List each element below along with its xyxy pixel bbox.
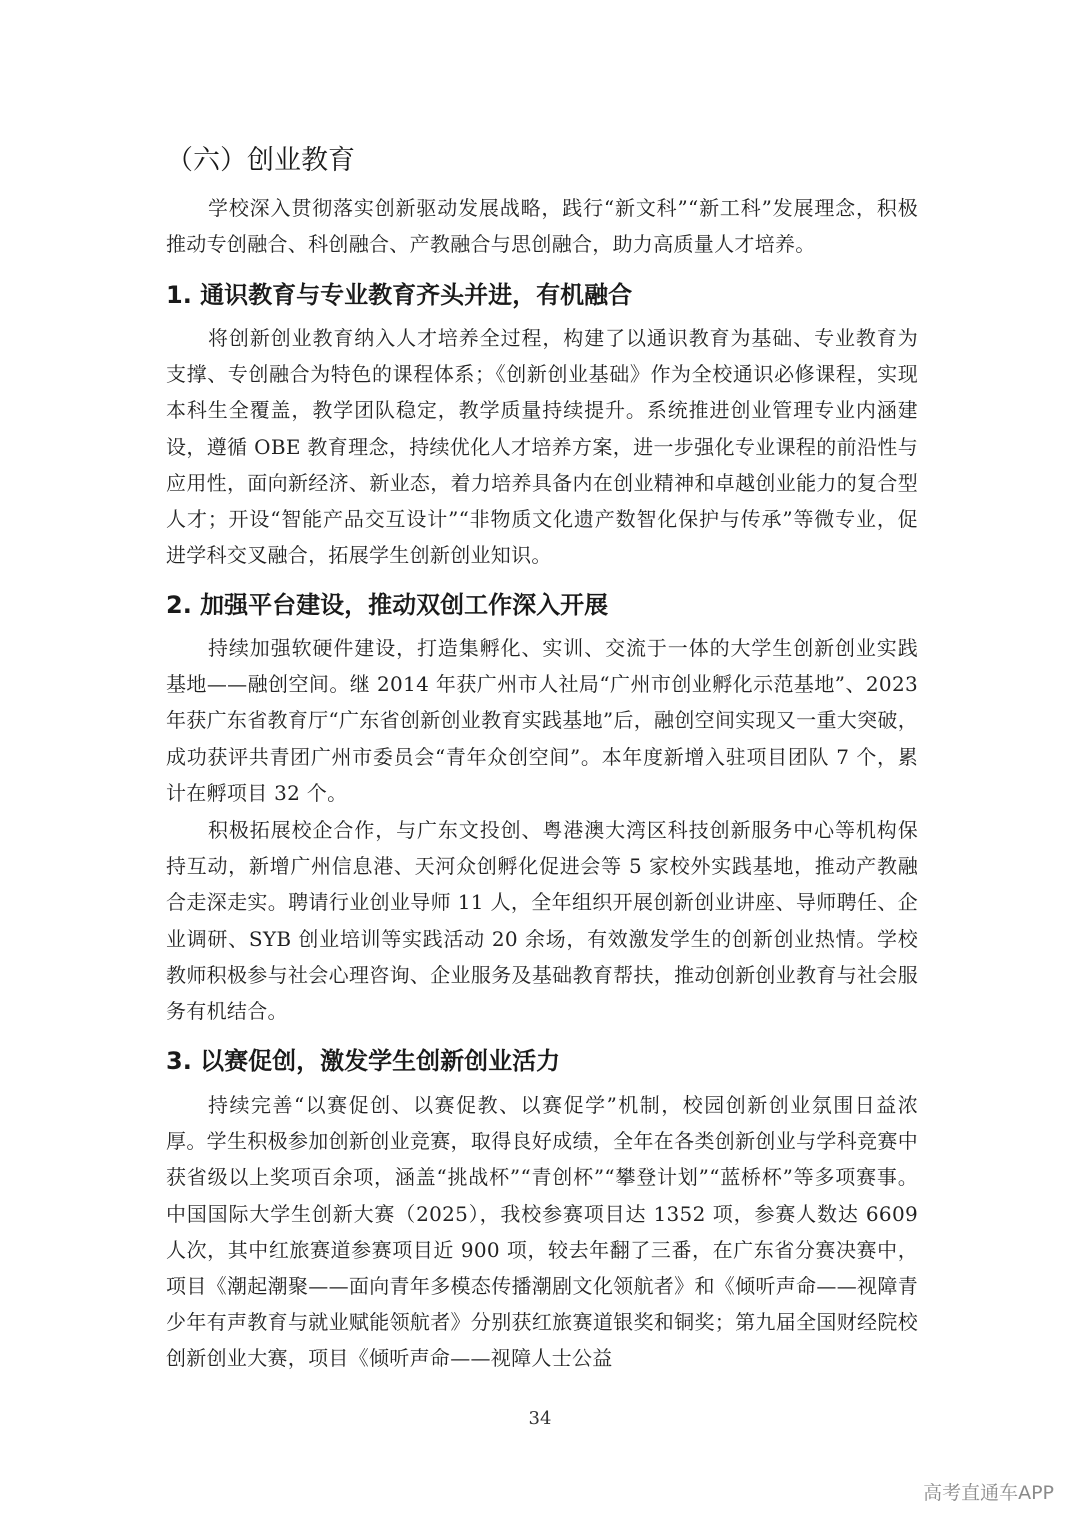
subsection-1-paragraph: 将创新创业教育纳入人才培养全过程，构建了以通识教育为基础、专业教育为支撑、专创融合为特色的课程体系；《创新创业基础》作为全校通识必修课程，实现本科生全覆盖，教学团队稳定，教学质量持续提升。系统推进创业管理专业内涵建设，遵循 OBE 教育理念，持续优化人才培养方案，进一步强化专业课程的前沿性与应用性，面向新经济、新业态，着力培养具备内在创业精神和卓越创业能力的复合型人才；开设“智能产品交互设计”“非物质文化遗产数智化保护与传承”等微专业，促进学科交叉融合，拓展学生创新创业知识。 [166,326,918,568]
watermark: 高考直通车APP [923,1482,1054,1504]
subsection-3-title: 3. 以赛促创，激发学生创新创业活力 [166,1047,561,1075]
subsection-3-paragraph: 持续完善“以赛促创、以赛促教、以赛促学”机制，校园创新创业氛围日益浓厚。学生积极参加创新创业竞赛，取得良好成绩，全年在各类创新创业与学科竞赛中获省级以上奖项百余项，涵盖“挑战杯”“青创杯”“攀登计划”“蓝桥杯”等多项赛事。中国国际大学生创新大赛（2025），我校参赛项目达 1352 项，参赛人数达 6609 人次，其中红旅赛道参赛项目近 900 项，较去年翻了三番，在广东省分赛决赛中，项目《潮起潮聚——面向青年多模态传播潮剧文化领航者》和《倾听声命——视障青少年有声教育与就业赋能领航者》分别获红旅赛道银奖和铜奖；第九届全国财经院校创新创业大赛，项目《倾听声命——视障人士公益 [166,1093,918,1371]
page-number: 34 [528,1408,552,1429]
subsection-1-title: 1. 通识教育与专业教育齐头并进，有机融合 [166,281,633,309]
subsection-2-paragraph-1: 持续加强软硬件建设，打造集孵化、实训、交流于一体的大学生创新创业实践基地——融创空间。继 2014 年获广州市人社局“广州市创业孵化示范基地”、2023 年获广东省教育厅“广东省创新创业教育实践基地”后，融创空间实现又一重大突破，成功获评共青团广州市委员会“青年众创空间”。本年度新增入驻项目团队 7 个，累计在孵项目 32 个。 [166,636,918,805]
intro-paragraph: 学校深入贯彻落实创新驱动发展战略，践行“新文科”“新工科”发展理念，积极推动专创融合、科创融合、产教融合与思创融合，助力高质量人才培养。 [166,196,918,257]
section-title: （六）创业教育 [166,145,355,176]
subsection-2-title: 2. 加强平台建设，推动双创工作深入开展 [166,591,609,619]
subsection-2-paragraph-2: 积极拓展校企合作，与广东文投创、粤港澳大湾区科技创新服务中心等机构保持互动，新增广州信息港、天河众创孵化促进会等 5 家校外实践基地，推动产教融合走深走实。聘请行业创业导师 11 人，全年组织开展创新创业讲座、导师聘任、企业调研、SYB 创业培训等实践活动 20 余场，有效激发学生的创新创业热情。学校教师积极参与社会心理咨询、企业服务及基础教育帮扶，推动创新创业教育与社会服务有机结合。 [166,818,918,1024]
